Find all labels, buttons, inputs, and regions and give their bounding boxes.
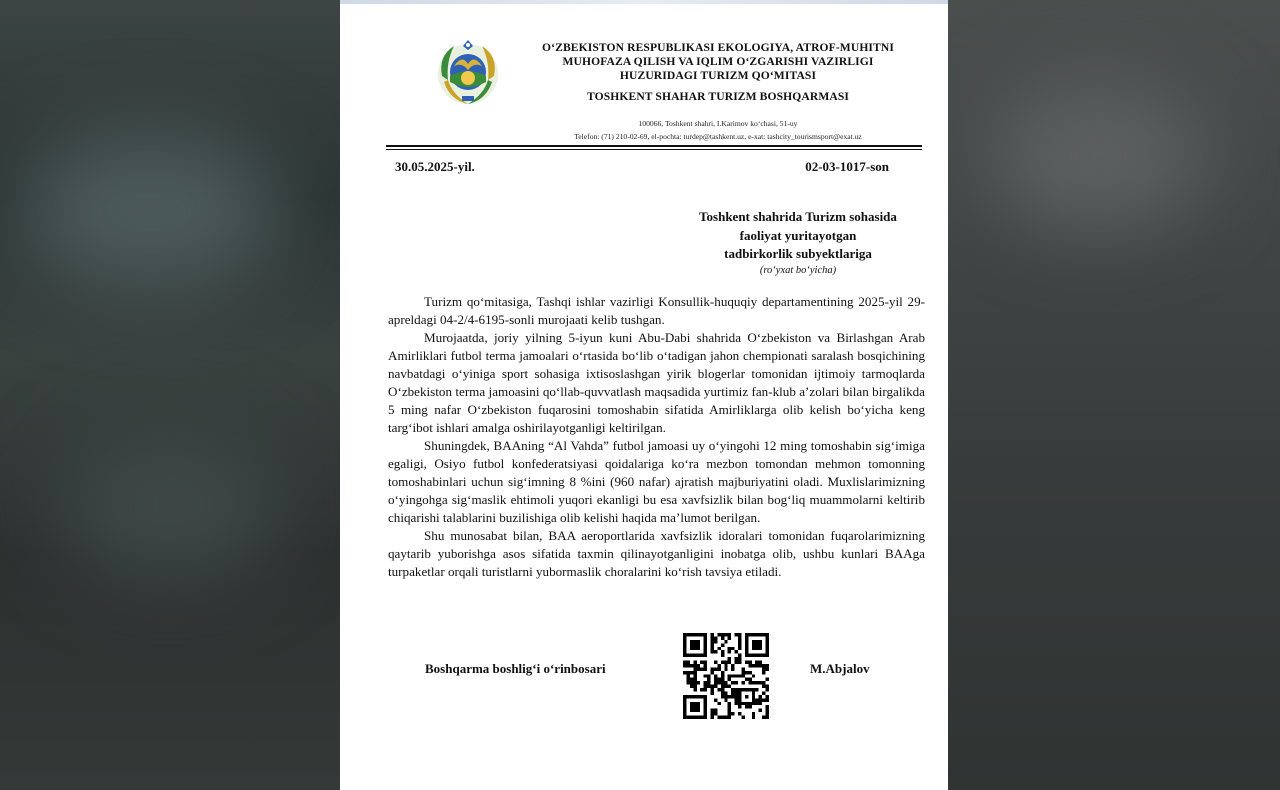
background-blur <box>60 430 280 580</box>
department-name: TOSHKENT SHAHAR TURIZM BOSHQARMASI <box>586 89 850 103</box>
qr-code-icon <box>683 633 769 719</box>
addressee-line: tadbirkorlik subyektlariga <box>724 246 872 261</box>
org-name-line: MUHOFAZA QILISH VA IQLIM O‘ZGARISHI VAZIRLIGI <box>562 55 874 69</box>
contact-block <box>520 117 916 143</box>
header-rule-thin <box>386 149 922 150</box>
letter-body <box>388 293 925 581</box>
uzbekistan-state-emblem-icon <box>432 36 504 108</box>
org-name-line: HUZURIDAGI TURIZM QO‘MITASI <box>619 69 817 83</box>
background-right <box>948 0 1280 790</box>
addressee-line: Toshkent shahrida Turizm sohasida <box>699 209 897 224</box>
page-top-strip <box>340 0 948 4</box>
organization-header <box>520 41 916 104</box>
body-paragraph: Murojaatda, joriy yilning 5-iyun kuni Abu-Dabi shahrida O‘zbekiston va Birlashgan Arab Amirliklari futbol terma jamoalari o‘rtasida bo‘lib o‘tadigan jahon chempionati saralash bosqichining navbatdagi o‘yiniga sport sohasiga ixtisoslashgan yirik blogerlar tomonidan ijtimoiy tarmoqlarda O‘zbekiston terma jamoasini qo‘llab-quvvatlash maqsadida yurtimiz fan-klub a’zolari bilan birgalikda 5 ming nafar O‘zbekiston fuqarosini tomoshabin sifatida Amirliklarga olib kelish bo‘yicha keng targ‘ibot ishlari amalga oshirilayotganligi keltirilgan. <box>388 330 925 435</box>
background-blur <box>20 130 280 290</box>
org-name-line: O‘ZBEKISTON RESPUBLIKASI EKOLOGIYA, ATROF-MUHITNI <box>542 41 894 54</box>
addressee-line: faoliyat yuritayotgan <box>739 227 857 243</box>
address-line: 100066, Toshkent shahri, I.Karimov ko‘chasi, 51-uy <box>638 119 798 128</box>
addressee-block <box>650 208 946 277</box>
document-date: 30.05.2025-yil. <box>395 159 475 174</box>
addressee-note: (ro‘yxat bo‘yicha) <box>759 264 837 276</box>
background-blur <box>988 80 1208 230</box>
header-rule <box>386 145 922 147</box>
signatory-title: Boshqarma boshlig‘i o‘rinbosari <box>425 661 606 676</box>
contacts-line: Telefon: (71) 210-02-69, el-pochta: turdep@tashkent.uz, e-xat: tashcity_tourismsport@exat.uz <box>574 132 862 141</box>
document-page <box>340 0 948 790</box>
signatory-name: M.Abjalov <box>810 661 870 676</box>
background-left <box>0 0 340 790</box>
body-paragraph: Turizm qo‘mitasiga, Tashqi ishlar vazirligi Konsullik-huquqiy departamentining 2025-yil 29-apreldagi 04-2/4-6195-sonli murojaati kelib tushgan. <box>388 294 925 327</box>
body-paragraph: Shu munosabat bilan, BAA aeroportlarida xavfsizlik idoralari tomonidan fuqarolarimizning qaytarib yuborishga asos sifatida taxmin qilinayotganligini inobatga olib, ushbu kunlari BAAga turpaketlar orqali turistlarni yubormaslik choralarini ko‘rish tavsiya etiladi. <box>388 528 925 579</box>
body-paragraph: Shuningdek, BAAning “Al Vahda” futbol jamoasi uy o‘yingohi 12 ming tomoshabin sig‘imiga egaligi, Osiyo futbol konfederatsiyasi qoidalariga ko‘ra mezbon tomondan mehmon tomonning tomoshabinlari uchun sig‘imning 8 %ini (960 nafar) ajratish majburiyatini oladi. Muxlislarimizning o‘yingohga sig‘maslik ehtimoli yuqori ekanligi bu esa xavfsizlik bilan bog‘liq muammolarni keltirib chiqarishi talablarini buzilishiga olib kelishi haqida ma’lumot berilgan. <box>388 438 925 525</box>
reference-number: 02-03-1017-son <box>805 159 889 174</box>
